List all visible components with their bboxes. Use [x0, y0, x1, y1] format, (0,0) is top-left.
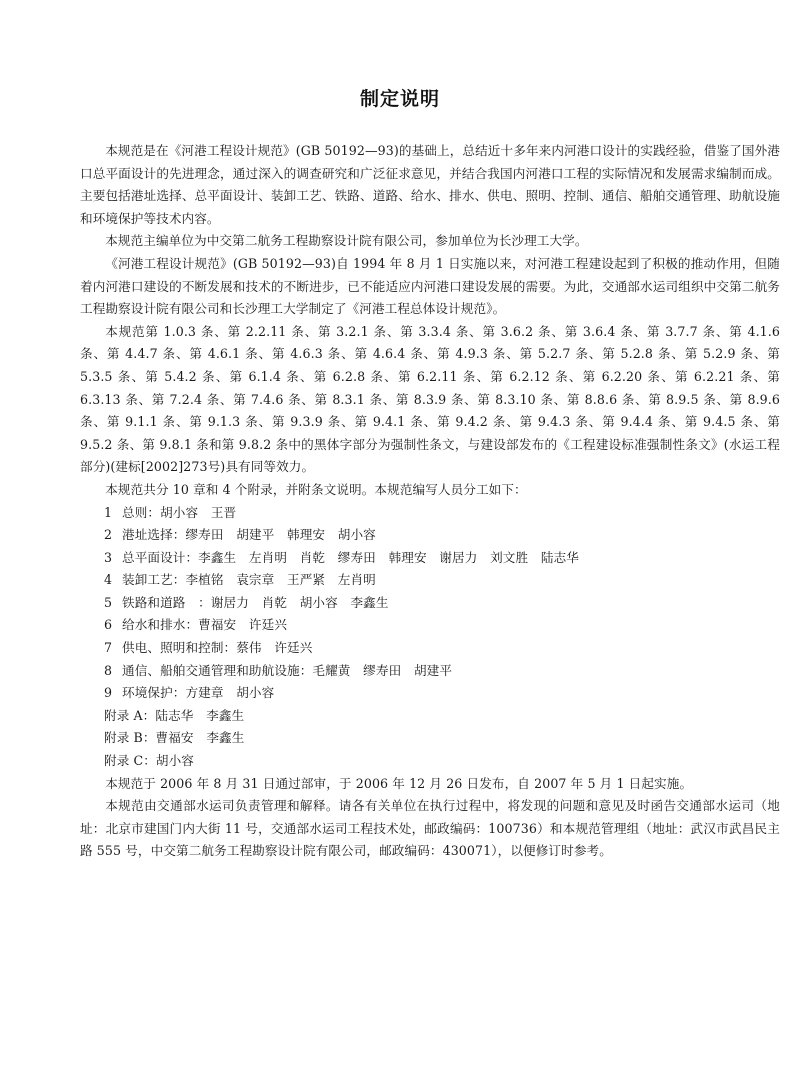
list-item: 2 港址选择：缪寿田 胡建平 韩理安 胡小容: [104, 527, 376, 543]
list-item: 6 给水和排水：曹福安 许廷兴: [104, 617, 288, 633]
mandatory-clauses-paragraph: 本规范第 1.0.3 条、第 2.2.11 条、第 3.2.1 条、第 3.3.4 条、第 3.6.2 条、第 3.6.4 条、第 3.7.7 条、第 4.1.6 条、第 4.4.7 条、第 4.6.1 条、第 4.6.3 条、第 4.6.4 条、第 4.9.3 条、第 5.2.7 条、第 5.2.8 条、第 5.2.9 条、第 5.3.5 条、第 5.4.2 条、第 6.1.4 条、第 6.2.8 条、第 6.2.11 条、第 6.2.12 条、第 6.2.20 条、第 6.2.21 条、第 6.3.13 条、第 7.2.4 条、第 7.4.6 条、第 8.3.1 条、第 8.3.9 条、第 8.3.10 条、第 8.8.6 条、第 8.9.5 条、第 8.9.6 条、第 9.1.1 条、第 9.1.3 条、第 9.3.9 条、第 9.4.1 条、第 9.4.2 条、第 9.4.3 条、第 9.4.4 条、第 9.4.5 条、第 9.5.2 条、第 9.8.1 条和第 9.8.2 条中的黑体字部分为强制性条文，与建设部发布的《工程建设标准强制性条文》(水运工程部分)(建标[2002]273号)具有同等效力。: [80, 323, 780, 475]
editor-units-paragraph: 本规范主编单位为中交第二航务工程勘察设计院有限公司，参加单位为长沙理工大学。: [105, 233, 588, 249]
list-item: 8 通信、船舶交通管理和助航设施：毛耀黄 缪寿田 胡建平: [104, 662, 453, 678]
list-item: 3 总平面设计：李鑫生 左肖明 肖乾 缪寿田 韩理安 谢居力 刘文胜 陆志华: [104, 549, 579, 565]
list-item: 7 供电、照明和控制：蔡伟 许廷兴: [104, 640, 313, 656]
appendix-list: [80, 705, 780, 773]
document-body: [80, 140, 780, 863]
appendix-item: 附录 C：胡小容: [104, 753, 195, 769]
effective-date-paragraph: 本规范于 2006 年 8 月 31 日通过部审，于 2006 年 12 月 26 日发布，自 2007 年 5 月 1 日起实施。: [105, 775, 693, 791]
list-item: 5 铁路和道路 ：谢居力 肖乾 胡小容 李鑫生: [104, 594, 389, 610]
contact-paragraph: 本规范由交通部水运司负责管理和解释。请各有关单位在执行过程中，将发现的问题和意见及时函告交通部水运司（地址：北京市建国门内大街 11 号，交通部水运司工程技术处，邮政编码：100736）和本规范管理组（地址：武汉市武昌民主路 555 号，中交第二航务工程勘察设计院有限公司，邮政编码：430071），以便修订时参考。: [80, 798, 780, 859]
appendix-item: 附录 A：陆志华 李鑫生: [104, 707, 245, 723]
intro-paragraph: 本规范是在《河港工程设计规范》(GB 50192—93)的基础上，总结近十多年来内河港口设计的实践经验，借鉴了国外港口总平面设计的先进理念，通过深入的调查研究和广泛征求意见，并结合我国内河港口工程的实际情况和发展需求编制而成。主要包括港址选择、总平面设计、装卸工艺、铁路、道路、给水、排水、供电、照明、控制、通信、船舶交通管理、助航设施和环境保护等技术内容。: [80, 143, 780, 226]
list-item: 9 环境保护：方建章 胡小容: [104, 685, 275, 701]
history-paragraph: 《河港工程设计规范》(GB 50192—93)自 1994 年 8 月 1 日实施以来，对河港工程建设起到了积极的推动作用，但随着内河港口建设的不断发展和技术的不断进步，已不能适应内河港口建设发展的需要。为此，交通部水运司组织中交第二航务工程勘察设计院有限公司和长沙理工大学制定了《河港工程总体设计规范》。: [80, 255, 780, 317]
page-title: 制定说明: [359, 88, 440, 110]
division-list: [80, 502, 780, 705]
structure-paragraph: 本规范共分 10 章和 4 个附录，并附条文说明。本规范编写人员分工如下：: [105, 481, 527, 497]
list-item: 4 装卸工艺：李植铭 袁宗章 王严紧 左肖明: [104, 572, 376, 588]
list-item: 1 总则：胡小容 王晋: [104, 504, 237, 520]
appendix-item: 附录 B：曹福安 李鑫生: [104, 730, 245, 746]
